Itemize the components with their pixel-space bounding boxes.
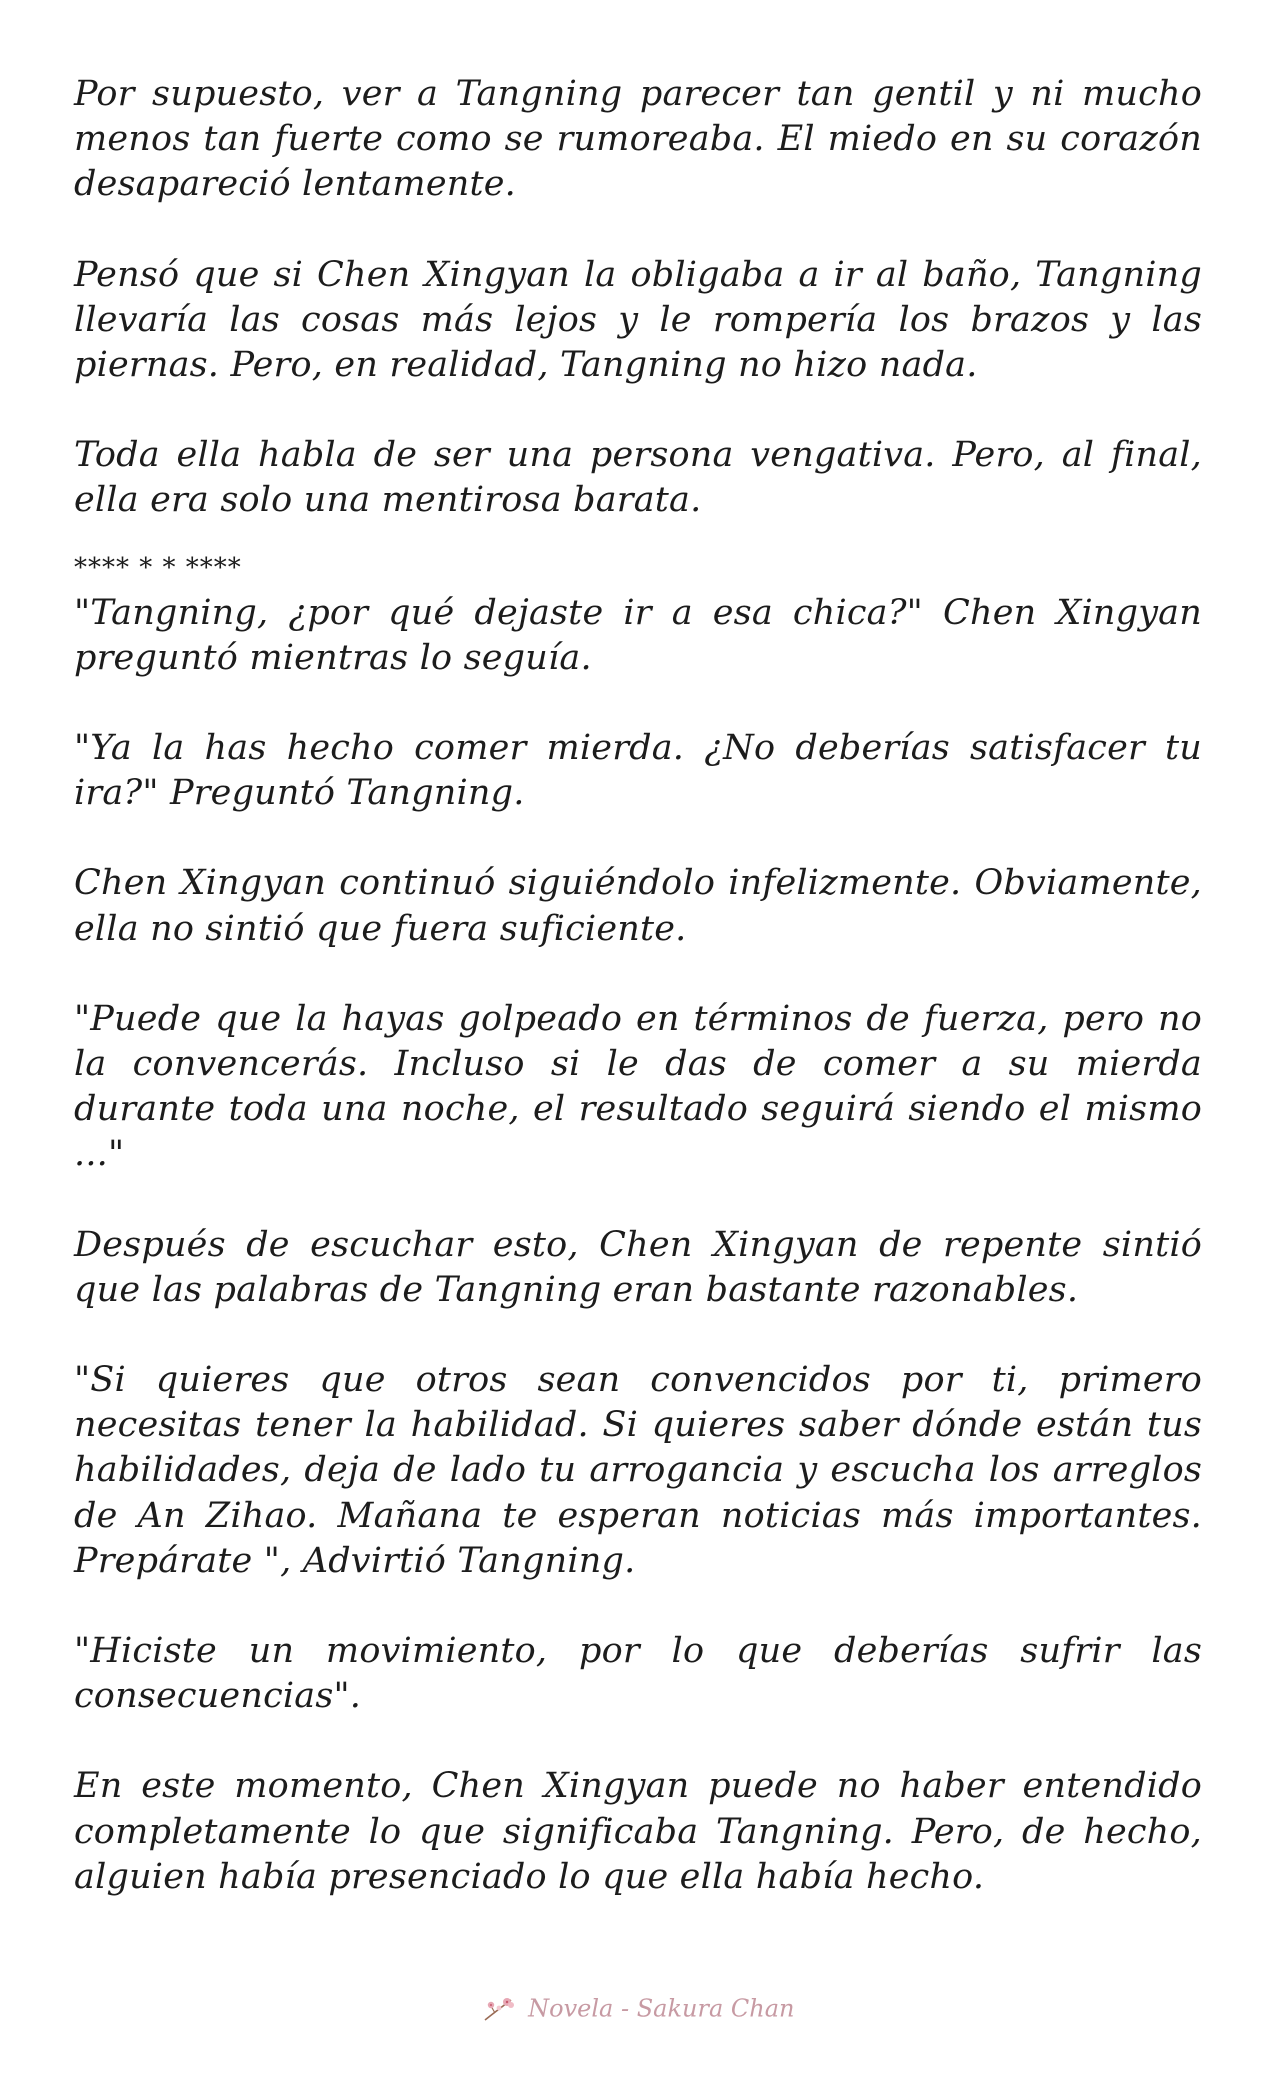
paragraph: Por supuesto, ver a Tangning parecer tan gentil y ni mucho menos tan fuerte como se rumoreaba. El miedo en su corazón desapareció lentamente. [74, 74, 1202, 205]
document-body [74, 72, 1202, 1900]
paragraph: "Puede que la hayas golpeado en términos de fuerza, pero no la convencerás. Incluso si le das de comer a su mierda durante toda una noche, el resultado seguirá siendo el mismo ..." [74, 998, 1202, 1175]
footer-watermark [0, 1993, 1275, 2024]
sakura-flower-icon [481, 1994, 517, 2024]
paragraph: Después de escuchar esto, Chen Xingyan de repente sintió que las palabras de Tangning eran bastante razonables. [74, 1224, 1202, 1310]
paragraph: "Ya la has hecho comer mierda. ¿No deberías satisfacer tu ira?" Preguntó Tangning. [74, 728, 1202, 814]
paragraph: "Hiciste un movimiento, por lo que deberías sufrir las consecuencias". [74, 1631, 1202, 1717]
footer-label: Novela - Sakura Chan [528, 1994, 795, 2023]
paragraph: Pensó que si Chen Xingyan la obligaba a ir al baño, Tangning llevaría las cosas más lejos y le rompería los brazos y las piernas. Pero, en realidad, Tangning no hizo nada. [74, 254, 1202, 386]
paragraph: "Si quieres que otros sean convencidos por ti, primero necesitas tener la habilidad. Si quieres saber dónde están tus habilidades, deja de lado tu arrogancia y escucha los arreglos de An Zihao. Mañana te esperan noticias más importantes. Prepárate ", Advirtió Tangning. [74, 1360, 1202, 1581]
paragraph: Toda ella habla de ser una persona vengativa. Pero, al final, ella era solo una mentirosa barata. [74, 435, 1202, 521]
paragraph: Chen Xingyan continuó siguiéndolo infelizmente. Obviamente, ella no sintió que fuera suficiente. [74, 863, 1202, 949]
paragraph: En este momento, Chen Xingyan puede no haber entendido completamente lo que significaba Tangning. Pero, de hecho, alguien había presenciado lo que ella había hecho. [74, 1766, 1202, 1897]
paragraph: "Tangning, ¿por qué dejaste ir a esa chica?" Chen Xingyan preguntó mientras lo seguía. [74, 592, 1202, 678]
scene-separator: **** * * **** [74, 552, 242, 583]
